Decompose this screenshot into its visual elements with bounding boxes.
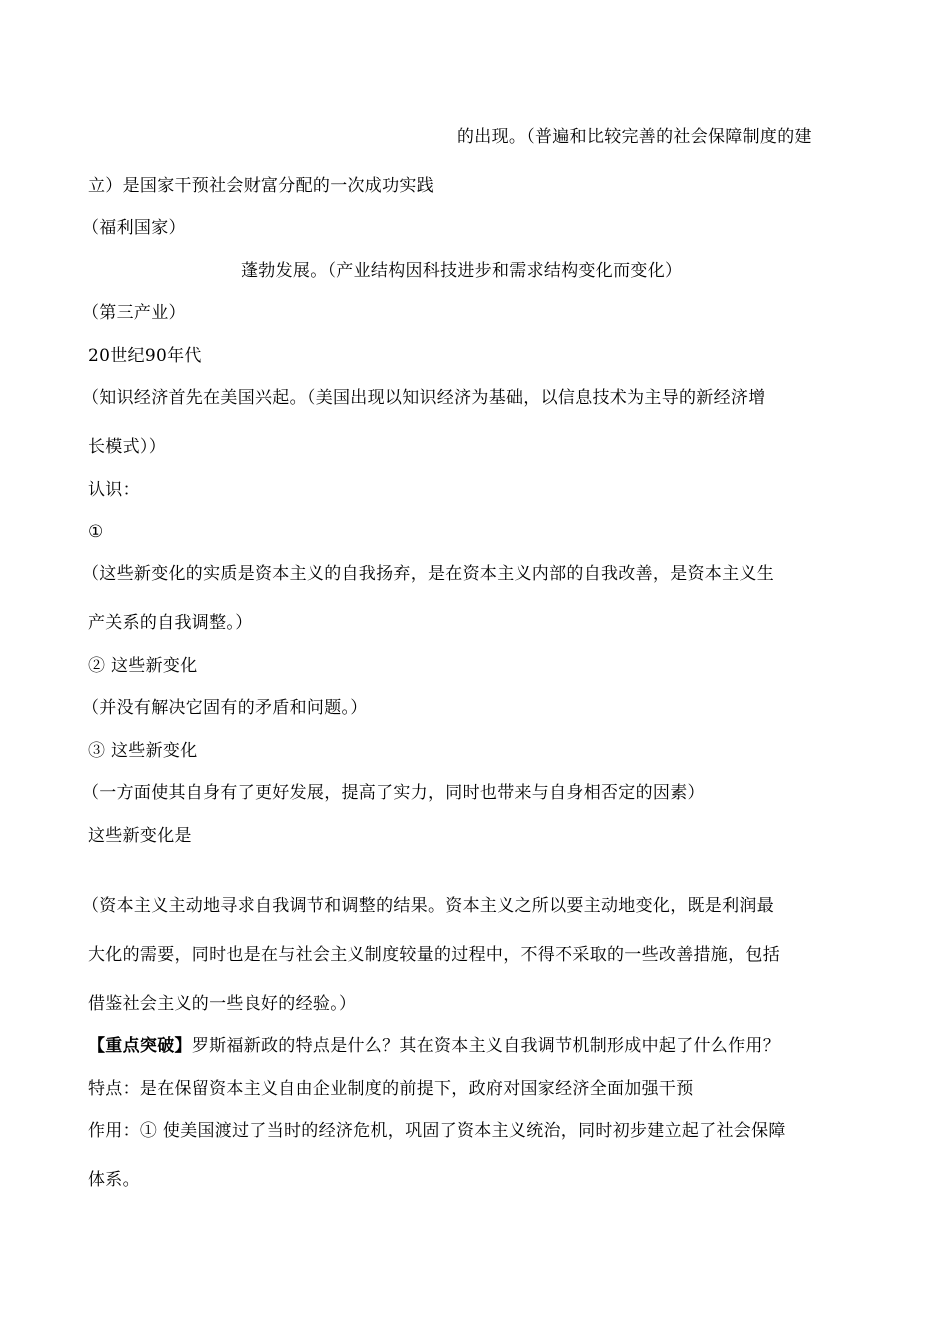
text-line-5: （第三产业）: [82, 303, 186, 323]
text-line-10: ①: [88, 522, 104, 542]
text-line-2: 立）是国家干预社会财富分配的一次成功实践: [88, 176, 434, 196]
text-line-16: （一方面使其自身有了更好发展，提高了实力，同时也带来与自身相否定的因素）: [82, 783, 705, 803]
text-line-8: 长模式））: [88, 437, 166, 457]
text-line-12: 产关系的自我调整。）: [88, 613, 253, 633]
text-line-15: ③ 这些新变化: [88, 741, 198, 761]
text-line-20: 借鉴社会主义的一些良好的经验。）: [88, 994, 357, 1014]
text-line-19: 大化的需要，同时也是在与社会主义制度较量的过程中，不得不采取的一些改善措施，包括: [88, 945, 780, 965]
key-point-question: 罗斯福新政的特点是什么？其在资本主义自我调节机制形成中起了什么作用？: [191, 1036, 781, 1056]
text-line-1: 的出现。（普遍和比较完善的社会保障制度的建: [457, 127, 812, 147]
text-line-9: 认识：: [88, 480, 140, 500]
effects-line-1: 作用：① 使美国渡过了当时的经济危机，巩固了资本主义统治，同时初步建立起了社会保障: [88, 1121, 786, 1141]
key-point-tag: 【重点突破】: [88, 1036, 192, 1056]
features-line: 特点：是在保留资本主义自由企业制度的前提下，政府对国家经济全面加强干预: [88, 1079, 694, 1099]
text-line-11: （这些新变化的实质是资本主义的自我扬弃，是在资本主义内部的自我改善，是资本主义生: [82, 564, 774, 584]
text-line-18: （资本主义主动地寻求自我调节和调整的结果。资本主义之所以要主动地变化，既是利润最: [82, 896, 774, 916]
text-line-6: 20世纪90年代: [88, 346, 202, 366]
text-line-14: （并没有解决它固有的矛盾和问题。）: [82, 698, 368, 718]
text-line-7: （知识经济首先在美国兴起。（美国出现以知识经济为基础，以信息技术为主导的新经济增: [82, 388, 766, 408]
text-line-13: ② 这些新变化: [88, 656, 198, 676]
text-line-17: 这些新变化是: [88, 826, 192, 846]
effects-line-2: 体系。: [88, 1170, 140, 1190]
key-point-line: [88, 1035, 780, 1057]
text-line-3: （福利国家）: [82, 218, 186, 238]
text-line-4: 蓬勃发展。（产业结构因科技进步和需求结构变化而变化）: [241, 261, 683, 281]
